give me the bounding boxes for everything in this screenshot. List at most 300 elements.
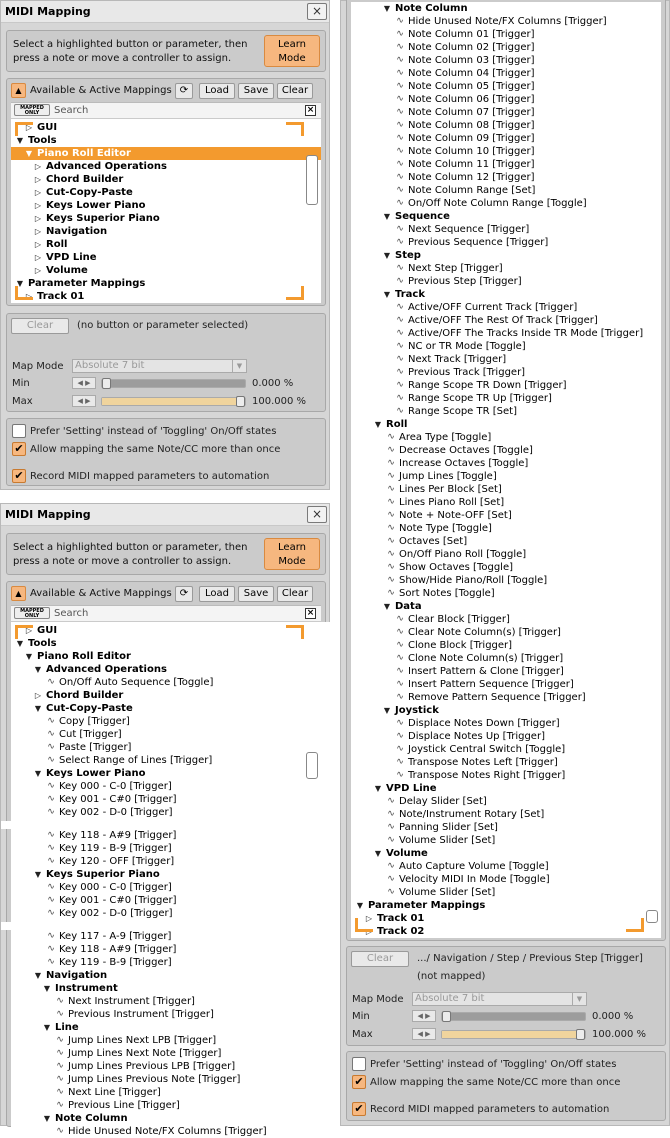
parameter-item[interactable]	[11, 1047, 331, 1060]
parameter-icon: ∿	[396, 315, 404, 325]
parameter-item[interactable]	[11, 754, 331, 767]
parameter-item[interactable]	[351, 821, 661, 834]
tree-item-label: Key 002 - D-0 [Trigger]	[59, 807, 173, 818]
parameter-icon: ∿	[396, 757, 404, 767]
max-knob[interactable]	[236, 396, 245, 407]
clear-search-icon[interactable]: ×	[306, 608, 315, 618]
tree-item-label: Hide Unused Note/FX Columns [Trigger]	[68, 1126, 267, 1137]
parameter-item[interactable]	[351, 756, 661, 769]
parameter-item[interactable]	[11, 1086, 331, 1099]
parameter-item[interactable]	[351, 262, 661, 275]
tree-item-label: Keys Superior Piano	[46, 213, 160, 224]
chevron-down-icon: ▼	[16, 279, 24, 288]
tree-item-label: Clear Note Column(s) [Trigger]	[408, 627, 561, 638]
parameter-item[interactable]	[11, 829, 331, 842]
tree-item-label: Key 002 - D-0 [Trigger]	[59, 908, 173, 919]
parameter-item[interactable]	[351, 457, 661, 470]
parameter-item[interactable]	[11, 995, 331, 1008]
focus-corner-icon	[286, 122, 304, 136]
refresh-icon[interactable]: ⟳	[175, 83, 193, 99]
search-bar	[11, 102, 321, 118]
tree-folder[interactable]	[11, 238, 321, 251]
tree-item-label: Step	[395, 250, 421, 261]
parameter-item[interactable]	[11, 842, 331, 855]
hint-section	[6, 533, 326, 575]
parameter-item[interactable]	[351, 860, 661, 873]
parameter-item[interactable]	[351, 340, 661, 353]
clear-mappings-button[interactable]: Clear	[277, 83, 313, 99]
parameter-item[interactable]	[351, 119, 661, 132]
tree-folder[interactable]	[351, 249, 661, 262]
chevron-right-icon: ▷	[34, 227, 42, 236]
parameter-item[interactable]	[351, 561, 661, 574]
tree-folder[interactable]	[351, 782, 661, 795]
tree-folder[interactable]	[351, 2, 661, 15]
learn-mode-button[interactable]: Learn Mode	[264, 35, 320, 67]
tree-folder[interactable]	[11, 767, 331, 780]
chevron-down-icon: ▼	[34, 769, 42, 778]
parameter-item[interactable]	[351, 197, 661, 210]
parameter-icon: ∿	[396, 653, 404, 663]
collapse-icon[interactable]: ▲	[11, 83, 26, 98]
chevron-down-icon: ▼	[16, 136, 24, 145]
allow-duplicate-label: Allow mapping the same Note/CC more than once	[370, 1077, 621, 1088]
parameter-item[interactable]	[351, 496, 661, 509]
parameter-icon: ∿	[387, 484, 395, 494]
tree-folder[interactable]	[351, 210, 661, 223]
close-icon[interactable]: ×	[307, 506, 327, 523]
status-text: (not mapped)	[417, 971, 486, 982]
min-label: Min	[12, 378, 30, 389]
mapped-only-toggle[interactable]: MAPPED ONLY	[14, 607, 50, 619]
parameter-item[interactable]	[11, 1073, 331, 1086]
parameter-item[interactable]	[11, 894, 331, 907]
parameter-item[interactable]	[351, 145, 661, 158]
parameter-icon: ∿	[47, 794, 55, 804]
learn-mode-button[interactable]: Learn Mode	[264, 538, 320, 570]
options-section	[346, 1051, 666, 1121]
min-knob[interactable]	[442, 1011, 451, 1022]
tree-item-label: Note Column 08 [Trigger]	[408, 120, 535, 131]
prefer-setting-label: Prefer 'Setting' instead of 'Toggling' On/Off states	[370, 1059, 617, 1070]
chevron-right-icon: ▷	[34, 188, 42, 197]
tree-item-label: Key 119 - B-9 [Trigger]	[59, 957, 172, 968]
chevron-down-icon: ▼	[383, 4, 391, 13]
parameter-item[interactable]	[11, 715, 331, 728]
tree-item-label: Note Column	[55, 1113, 128, 1124]
tree-item-label: Navigation	[46, 970, 108, 981]
parameter-item[interactable]	[351, 743, 661, 756]
tree-item-label: Active/OFF The Tracks Inside TR Mode [Trigger]	[408, 328, 644, 339]
parameter-icon: ∿	[47, 895, 55, 905]
tree-item-label: Lines Piano Roll [Set]	[399, 497, 505, 508]
parameter-icon: ∿	[47, 729, 55, 739]
save-button[interactable]: Save	[238, 586, 274, 602]
chevron-down-icon: ▼	[374, 849, 382, 858]
parameter-icon: ∿	[47, 944, 55, 954]
tree-folder[interactable]	[351, 912, 661, 925]
parameter-icon: ∿	[387, 549, 395, 559]
tree-folder[interactable]	[351, 925, 661, 938]
tree-item-label: Transpose Notes Right [Trigger]	[408, 770, 566, 781]
min-knob[interactable]	[102, 378, 111, 389]
max-stepper[interactable]: ◀ ▶	[412, 1028, 436, 1040]
tree-item-label: Jump Lines Next LPB [Trigger]	[68, 1035, 217, 1046]
parameter-item[interactable]	[11, 780, 331, 793]
map-mode-dropdown[interactable]	[72, 359, 247, 373]
parameter-icon: ∿	[47, 856, 55, 866]
tree-item-label: GUI	[37, 625, 58, 636]
parameter-item[interactable]	[351, 236, 661, 249]
parameter-icon: ∿	[396, 666, 404, 676]
tree-folder[interactable]	[11, 650, 331, 663]
parameter-item[interactable]	[11, 1034, 331, 1047]
tree-item-label: Note + Note-OFF [Set]	[399, 510, 512, 521]
focus-corner-icon	[286, 625, 304, 639]
tree-item-label: Note Column	[395, 3, 468, 14]
parameter-item[interactable]	[11, 943, 331, 956]
tree-item-label: Key 117 - A-9 [Trigger]	[59, 931, 172, 942]
parameter-item[interactable]	[351, 769, 661, 782]
tree-folder[interactable]	[11, 982, 331, 995]
clear-search-icon[interactable]: ×	[306, 105, 315, 115]
clear-mapping-button[interactable]: Clear	[351, 951, 409, 967]
chevron-down-icon: ▼	[374, 420, 382, 429]
parameter-icon: ∿	[396, 172, 404, 182]
min-value: 0.000 %	[592, 1011, 634, 1022]
tree-item-label: Note Column 02 [Trigger]	[408, 42, 535, 53]
parameter-item[interactable]	[351, 873, 661, 886]
tree-item-label: Cut-Copy-Paste	[46, 703, 133, 714]
chevron-right-icon: ▷	[34, 201, 42, 210]
parameter-item[interactable]	[351, 574, 661, 587]
parameter-item[interactable]	[11, 806, 331, 819]
tree-item-label: On/Off Piano Roll [Toggle]	[399, 549, 527, 560]
tree-folder[interactable]	[11, 212, 321, 225]
min-value: 0.000 %	[252, 378, 294, 389]
chevron-down-icon: ▼	[356, 901, 364, 910]
tree-item-label: Volume	[386, 848, 428, 859]
tree-folder[interactable]	[11, 199, 321, 212]
parameter-item[interactable]	[351, 93, 661, 106]
tree-item-label: Advanced Operations	[46, 161, 167, 172]
tree-item-label: Decrease Octaves [Toggle]	[399, 445, 533, 456]
parameter-icon: ∿	[387, 471, 395, 481]
parameter-icon: ∿	[387, 822, 395, 832]
parameter-icon: ∿	[396, 94, 404, 104]
parameter-icon: ∿	[47, 807, 55, 817]
chevron-right-icon: ▷	[34, 240, 42, 249]
parameter-icon: ∿	[396, 120, 404, 130]
parameter-item[interactable]	[351, 652, 661, 665]
parameter-item[interactable]	[351, 886, 661, 899]
record-automation-checkbox[interactable]: ✔	[352, 1102, 366, 1116]
load-button[interactable]: Load	[199, 83, 235, 99]
tree-scrollbar[interactable]	[306, 155, 318, 205]
parameter-icon: ∿	[47, 742, 55, 752]
min-slider[interactable]	[101, 379, 246, 388]
parameter-icon: ∿	[396, 692, 404, 702]
chevron-down-icon: ▼	[383, 290, 391, 299]
tree-folder[interactable]	[351, 847, 661, 860]
tree-item-label: Key 000 - C-0 [Trigger]	[59, 781, 172, 792]
tree-folder[interactable]	[11, 264, 321, 277]
parameter-item[interactable]	[11, 1060, 331, 1073]
tree-folder[interactable]	[11, 160, 321, 173]
tree-item-label: Parameter Mappings	[368, 900, 486, 911]
parameter-item[interactable]	[351, 223, 661, 236]
parameter-item[interactable]	[351, 535, 661, 548]
parameter-icon: ∿	[396, 55, 404, 65]
parameter-item[interactable]	[11, 1008, 331, 1021]
tree-item-label: Paste [Trigger]	[59, 742, 132, 753]
tree-item-label: Panning Slider [Set]	[399, 822, 498, 833]
tree-folder[interactable]	[11, 637, 331, 650]
tree-item-label: Range Scope TR [Set]	[408, 406, 517, 417]
chevron-right-icon: ▷	[34, 162, 42, 171]
clear-mapping-button[interactable]: Clear	[11, 318, 69, 334]
parameter-item[interactable]	[11, 930, 331, 943]
parameter-icon: ∿	[396, 302, 404, 312]
tree-folder[interactable]	[11, 225, 321, 238]
tree-item-label: Advanced Operations	[46, 664, 167, 675]
tree-item-label: Show Octaves [Toggle]	[399, 562, 513, 573]
parameter-icon: ∿	[396, 224, 404, 234]
parameter-item[interactable]	[351, 405, 661, 418]
tree-folder[interactable]	[11, 868, 331, 881]
search-input[interactable]: Search	[54, 608, 89, 619]
tree-folder[interactable]	[351, 418, 661, 431]
parameter-item[interactable]	[351, 15, 661, 28]
parameter-item[interactable]	[351, 431, 661, 444]
tree-item-label: Next Line [Trigger]	[68, 1087, 161, 1098]
tree-item-label: Track	[395, 289, 425, 300]
parameter-item[interactable]	[351, 353, 661, 366]
chevron-right-icon: ▷	[365, 914, 373, 923]
parameter-item[interactable]	[351, 366, 661, 379]
parameter-icon: ∿	[396, 133, 404, 143]
tree-item-label: Note Column 03 [Trigger]	[408, 55, 535, 66]
tree-item-label: Range Scope TR Down [Trigger]	[408, 380, 567, 391]
title-bar	[1, 504, 329, 526]
tree-folder[interactable]	[11, 173, 321, 186]
focus-corner-icon	[286, 286, 304, 300]
tree-folder[interactable]	[11, 624, 331, 637]
tree-item-label: Remove Pattern Sequence [Trigger]	[408, 692, 586, 703]
parameter-item[interactable]	[11, 728, 331, 741]
tree-folder[interactable]	[11, 277, 321, 290]
tree-folder[interactable]	[11, 134, 321, 147]
tree-folder[interactable]	[351, 704, 661, 717]
focus-corner-icon	[626, 918, 644, 932]
parameter-item[interactable]	[351, 548, 661, 561]
tree-folder[interactable]	[351, 600, 661, 613]
parameter-item[interactable]	[351, 28, 661, 41]
clear-mappings-button[interactable]: Clear	[277, 586, 313, 602]
refresh-icon[interactable]: ⟳	[175, 586, 193, 602]
parameter-item[interactable]	[351, 184, 661, 197]
parameter-item[interactable]	[351, 470, 661, 483]
parameter-item[interactable]	[351, 587, 661, 600]
tree-scrollbar[interactable]	[646, 910, 658, 923]
window-title: MIDI Mapping	[5, 508, 91, 521]
max-value: 100.000 %	[252, 396, 307, 407]
tree-item-label: Data	[395, 601, 422, 612]
parameter-item[interactable]	[351, 639, 661, 652]
parameter-item[interactable]	[351, 327, 661, 340]
tree-folder[interactable]	[11, 1021, 331, 1034]
focus-corner-icon	[355, 918, 373, 932]
parameter-icon: ∿	[387, 809, 395, 819]
tree-item-label: Roll	[386, 419, 408, 430]
parameter-icon: ∿	[396, 81, 404, 91]
tree-item-label: Note Column 10 [Trigger]	[408, 146, 535, 157]
parameter-item[interactable]	[351, 730, 661, 743]
tree-gap	[1, 922, 341, 930]
parameter-item[interactable]	[11, 881, 331, 894]
min-slider[interactable]	[441, 1012, 586, 1021]
parameter-item[interactable]	[351, 717, 661, 730]
parameter-item[interactable]	[11, 793, 331, 806]
tree-folder[interactable]	[351, 899, 661, 912]
parameter-icon: ∿	[396, 406, 404, 416]
parameter-icon: ∿	[47, 755, 55, 765]
parameter-item[interactable]	[351, 171, 661, 184]
allow-duplicate-checkbox[interactable]: ✔	[352, 1075, 366, 1089]
title-bar	[1, 1, 329, 23]
parameter-icon: ∿	[387, 510, 395, 520]
parameter-item[interactable]	[351, 301, 661, 314]
parameter-item[interactable]	[351, 275, 661, 288]
tree-folder[interactable]	[11, 147, 321, 160]
parameter-icon: ∿	[396, 237, 404, 247]
parameter-icon: ∿	[387, 562, 395, 572]
tree-item-label: Insert Pattern Sequence [Trigger]	[408, 679, 574, 690]
parameter-item[interactable]	[11, 956, 331, 969]
parameter-item[interactable]	[11, 855, 331, 868]
parameter-icon: ∿	[387, 588, 395, 598]
chevron-right-icon: ▷	[365, 927, 373, 936]
tree-scrollbar[interactable]	[306, 752, 318, 779]
parameter-icon: ∿	[47, 908, 55, 918]
tree-item-label: Note Column 12 [Trigger]	[408, 172, 535, 183]
max-stepper[interactable]: ◀ ▶	[72, 395, 96, 407]
tree-folder[interactable]	[11, 186, 321, 199]
parameter-item[interactable]	[351, 795, 661, 808]
mappings-section	[346, 0, 666, 941]
parameter-item[interactable]	[351, 41, 661, 54]
parameter-item[interactable]	[351, 626, 661, 639]
parameter-item[interactable]	[351, 665, 661, 678]
prefer-setting-checkbox[interactable]	[352, 1057, 366, 1071]
parameter-item[interactable]	[351, 314, 661, 327]
parameter-item[interactable]	[351, 483, 661, 496]
midi-mapping-panel-top	[0, 0, 330, 490]
parameter-icon: ∿	[56, 1048, 64, 1058]
parameter-item[interactable]	[351, 67, 661, 80]
prefer-setting-checkbox[interactable]	[12, 424, 26, 438]
mappings-section	[6, 581, 326, 1137]
tree-item-label: Note Column 05 [Trigger]	[408, 81, 535, 92]
max-slider[interactable]	[441, 1030, 586, 1039]
map-mode-dropdown[interactable]	[412, 992, 587, 1006]
tree-item-label: Roll	[46, 239, 68, 250]
tree-item-label: Instrument	[55, 983, 118, 994]
tree-folder[interactable]	[11, 663, 331, 676]
parameter-item[interactable]	[351, 613, 661, 626]
tree-folder[interactable]	[11, 290, 321, 303]
parameter-item[interactable]	[11, 907, 331, 920]
parameter-icon: ∿	[47, 830, 55, 840]
tree-folder[interactable]	[11, 251, 321, 264]
parameter-icon: ∿	[387, 458, 395, 468]
parameter-item[interactable]	[351, 678, 661, 691]
parameter-item[interactable]	[11, 1099, 331, 1112]
parameter-icon: ∿	[47, 882, 55, 892]
parameter-item[interactable]	[351, 834, 661, 847]
allow-duplicate-checkbox[interactable]: ✔	[12, 442, 26, 456]
min-stepper[interactable]: ◀ ▶	[412, 1010, 436, 1022]
min-stepper[interactable]: ◀ ▶	[72, 377, 96, 389]
parameter-icon: ∿	[396, 367, 404, 377]
parameter-item[interactable]	[351, 691, 661, 704]
parameter-item[interactable]	[11, 676, 331, 689]
close-icon[interactable]: ×	[307, 3, 327, 20]
collapse-icon[interactable]: ▲	[11, 586, 26, 601]
load-button[interactable]: Load	[199, 586, 235, 602]
tree-folder[interactable]	[11, 969, 331, 982]
tree-item-label: Volume Slider [Set]	[399, 835, 496, 846]
parameter-item[interactable]	[11, 1125, 331, 1138]
parameter-item[interactable]	[351, 444, 661, 457]
max-slider[interactable]	[101, 397, 246, 406]
parameter-item[interactable]	[351, 106, 661, 119]
tree-item-label: Transpose Notes Left [Trigger]	[408, 757, 558, 768]
tree-item-label: Tools	[28, 638, 57, 649]
search-input[interactable]: Search	[54, 105, 89, 116]
mapped-only-toggle[interactable]: MAPPED ONLY	[14, 104, 50, 116]
tree-folder[interactable]	[11, 121, 321, 134]
parameter-item[interactable]	[351, 158, 661, 171]
tree-folder[interactable]	[11, 689, 331, 702]
edit-section	[6, 313, 326, 412]
parameter-item[interactable]	[351, 522, 661, 535]
mapping-tree	[351, 2, 661, 938]
tree-item-label: Volume Slider [Set]	[399, 887, 496, 898]
parameter-item[interactable]	[351, 379, 661, 392]
parameter-item[interactable]	[351, 509, 661, 522]
parameter-item[interactable]	[351, 132, 661, 145]
record-automation-checkbox[interactable]: ✔	[12, 469, 26, 483]
parameter-item[interactable]	[351, 54, 661, 67]
mappings-title: Available & Active Mappings	[30, 85, 172, 96]
parameter-icon: ∿	[387, 835, 395, 845]
tree-item-label: Key 120 - OFF [Trigger]	[59, 856, 175, 867]
parameter-item[interactable]	[351, 392, 661, 405]
tree-folder[interactable]	[11, 1112, 331, 1125]
parameter-item[interactable]	[351, 808, 661, 821]
parameter-icon: ∿	[396, 731, 404, 741]
save-button[interactable]: Save	[238, 83, 274, 99]
parameter-icon: ∿	[396, 263, 404, 273]
parameter-item[interactable]	[11, 741, 331, 754]
parameter-item[interactable]	[351, 80, 661, 93]
tree-folder[interactable]	[351, 288, 661, 301]
mapping-tree	[11, 622, 331, 1137]
max-knob[interactable]	[576, 1029, 585, 1040]
tree-folder[interactable]	[11, 702, 331, 715]
tree-item-label: Delay Slider [Set]	[399, 796, 487, 807]
